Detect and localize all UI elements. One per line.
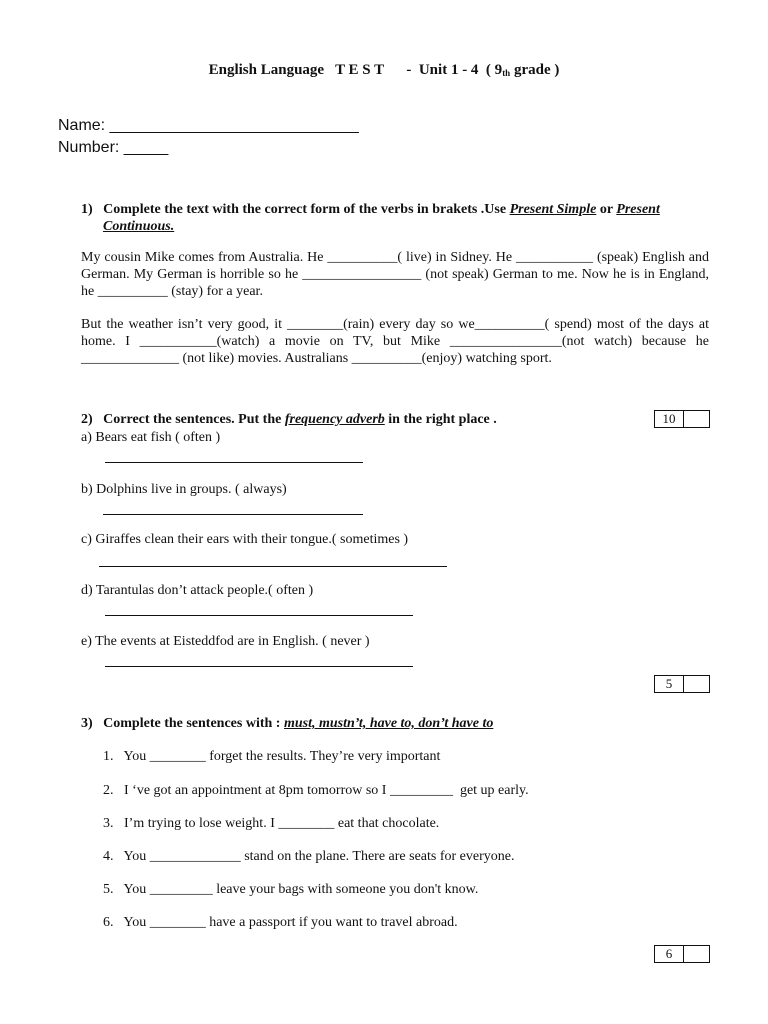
ex2-answer-line-a[interactable] [105,462,363,463]
ex2-item-a: a) Bears eat fish ( often ) [81,430,221,445]
ex2-heading-end: in the right place . [384,412,497,427]
ex1-term-present-simple: Present Simple [509,202,597,217]
ex2-score-box-2[interactable] [654,675,710,693]
ex2-item-b: b) Dolphins live in groups. ( always) [81,482,287,497]
ex1-term-continuous: Continuous. [103,219,175,234]
ex3-item-1: 1. You ________ forget the results. They’re very important [103,749,441,764]
ex3-item-4: 4. You _____________ stand on the plane. There are seats for everyone. [103,849,515,864]
ex1-heading-or: or [596,202,617,217]
ex3-item-5: 5. You _________ leave your bags with someone you don't know. [103,882,479,897]
ex3-terms: must, mustn’t, have to, don’t have to [283,716,494,731]
ex1-paragraph-2: But the weather isn’t very good, it ________(rain) every day so we__________( spend) most of the days at home. I ___________(watch) a movie on TV, but Mike ________________(not watch) because he ______________ (not like) movies. Australians __________(enjoy) watching sport. [81,317,709,366]
test-title [0,62,768,79]
ex2-answer-line-d[interactable] [105,615,413,616]
ex3-score-value: 6 [655,946,684,962]
ex1-term-present: Present [616,202,660,217]
ex2-heading-text: 2) Correct the sentences. Put the [81,412,285,427]
ex3-item-3: 3. I’m trying to lose weight. I ________ eat that chocolate. [103,816,440,831]
ex2-item-d: d) Tarantulas don’t attack people.( often ) [81,583,314,598]
ex2-score-value: 10 [655,411,684,427]
ex2-answer-line-c[interactable] [99,566,447,567]
ex2-answer-line-e[interactable] [105,666,413,667]
ex1-paragraph-1: My cousin Mike comes from Australia. He __________( live) in Sidney. He ___________ (speak) English and German. My German is horrible so he _________________ (not speak) German to me. Now he is in England, he __________ (stay) for a year. [81,250,709,299]
ex2-heading [81,412,497,428]
ex2-answer-line-b[interactable] [103,514,363,515]
name-field[interactable]: Name: ____________________________ [58,117,359,134]
ex3-heading-text: 3) Complete the sentences with : [81,716,284,731]
number-field[interactable]: Number: _____ [58,139,169,156]
ex3-item-2: 2. I ‘ve got an appointment at 8pm tomorrow so I _________ get up early. [103,783,529,798]
ex3-item-6: 6. You ________ have a passport if you want to travel abroad. [103,915,458,930]
ex2-term-frequency-adverb: frequency adverb [284,412,385,427]
ex3-score-box[interactable] [654,945,710,963]
title-suffix: grade ) [510,62,560,78]
ex1-heading-text: 1) Complete the text with the correct form of the verbs in brakets .Use [81,202,510,217]
title-superscript: th [502,68,511,78]
ex2-score-value-2: 5 [655,676,684,692]
ex1-heading [81,202,660,218]
title-prefix: English Language T E S T - Unit 1 - 4 ( 9 [208,62,503,78]
ex2-item-e: e) The events at Eisteddfod are in English. ( never ) [81,634,370,649]
ex2-score-box[interactable] [654,410,710,428]
ex2-item-c: c) Giraffes clean their ears with their tongue.( sometimes ) [81,532,409,547]
ex3-heading [81,716,493,732]
